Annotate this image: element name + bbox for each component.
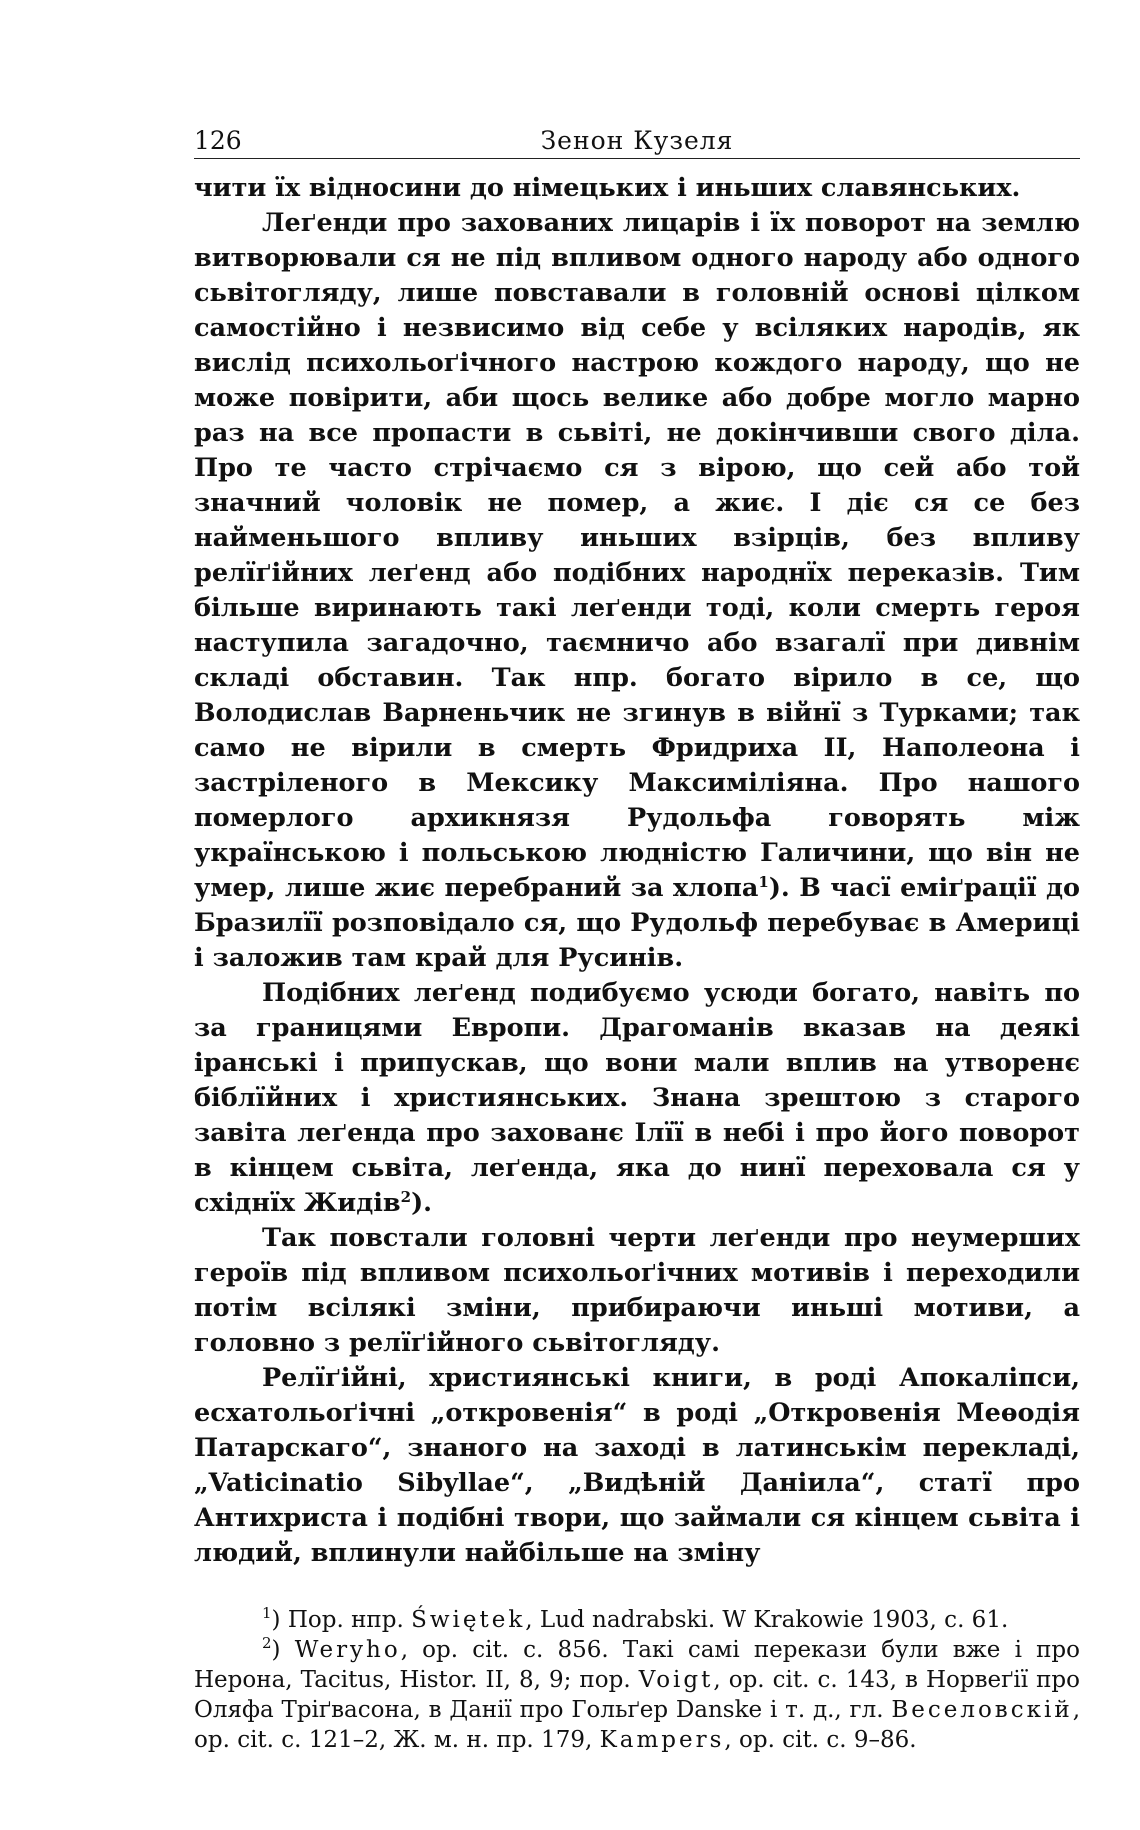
footnote: $^2$) Weryho, op. cit. с. 856. Такі самі перекази були вже і про Нерона, Tacitus, Histor. II, 8, 9; пор. Voigt, op. cit. с. 143, в Норвеґії про Оляфа Тріґвасона, в Данії про Гольґер Danske і т. д., гл. Веселовскій, op. cit. с. 121–2, Ж. м. н. пр. 179, Kampers, op. cit. с. 9–86. xyxy=(194,1634,1080,1753)
paragraph: чити їх відносини до німецьких і иньших славянських. xyxy=(194,173,1021,203)
running-head: Зенон Кузеля xyxy=(540,126,734,155)
footnote-marker: 2 xyxy=(262,1634,272,1652)
footnotes xyxy=(194,1605,1080,1755)
paragraph: Подібних леґенд подибуємо усюди богато, навіть по за границями Европи. Драгоманів вказав на деякі іранські і припускав, що вони мали вплив на утворенє біблїйних і християнських. Знана зрештою з старого завіта леґенда про захованє Ілїї в небі і про його поворот в кінцем сьвіта, леґенда, яка до нинї переховала ся у східнїх Жидів$^2$). xyxy=(194,978,1080,1218)
page-header xyxy=(194,120,1080,159)
footnote-author: Weryho xyxy=(294,1637,401,1663)
footnote-marker: 1 xyxy=(262,1604,272,1622)
footnote-author: Веселовскій xyxy=(891,1697,1073,1723)
footnote-ref: 1 xyxy=(758,873,769,891)
paragraph: Леґенди про захованих лицарів і їх поворот на землю витворювали ся не під впливом одного народу або одного сьвітогляду, лише повставали в головній основі цілком самостійно і незвисимо від себе у всіляких народів, як вислід психольоґічного настрою кождого народу, що не може повірити, аби щось велике або добре могло марно раз на все пропасти в сьвіті, не докінчивши свого діла. Про те часто стрічаємо ся з вірою, що сей або той значний чоловік не помер, а жиє. І діє ся се без найменьшого впливу иньших взірців, без впливу релїґійних леґенд або подібних народнїх переказів. Тим більше виринають такі леґенди тоді, коли смерть героя наступила загадочно, таємничо або взагалї при дивнім складі обставин. Так нпр. богато вірило в се, що Володислав Варненьчик не згинув в війнї з Турками; так само не вірили в смерть Фридриха II, Наполеона і застріленого в Мексику Максиміліяна. Про нашого померлого архикнязя Рудольфа говорять між українською і польською людністю Галичини, що він не умер, лише жиє перебраний за хлопа$^1$). В часї еміґрації до Бразилїї розповідало ся, що Рудольф перебуває в Америці і заложив там край для Русинів. xyxy=(194,208,1080,973)
paragraph: Так повстали головні черти леґенди про неумерших героїв під впливом психольоґічних мотивів і переходили потім всілякі зміни, прибираючи иньші мотиви, а головно з релїґійного сьвітогляду. xyxy=(194,1223,1080,1358)
main-text xyxy=(194,171,1080,1571)
page-number: 126 xyxy=(194,126,242,155)
footnote-author: Voigt xyxy=(638,1667,714,1693)
footnote: $^1$) Пор. нпр. Świętek, Lud nadrabski. W Krakowie 1903, с. 61. xyxy=(262,1604,1009,1633)
footnote-author: Kampers xyxy=(599,1727,725,1753)
footnote-author: Świętek xyxy=(411,1607,526,1633)
paragraph: Релїґійні, християнські книги, в роді Апокаліпси, есхатольоґічні „откровенія“ в роді „Откровенія Меѳодія Патарскаго“, знаного на заході в латинськім перекладі, „Vaticinatio Sibyllae“, „Видѣній Даніила“, статї про Антихриста і подібні твори, що займали ся кінцем сьвіта і людий, вплинули найбільше на зміну xyxy=(194,1363,1080,1568)
book-page xyxy=(194,120,1080,1755)
footnote-ref: 2 xyxy=(400,1188,412,1206)
